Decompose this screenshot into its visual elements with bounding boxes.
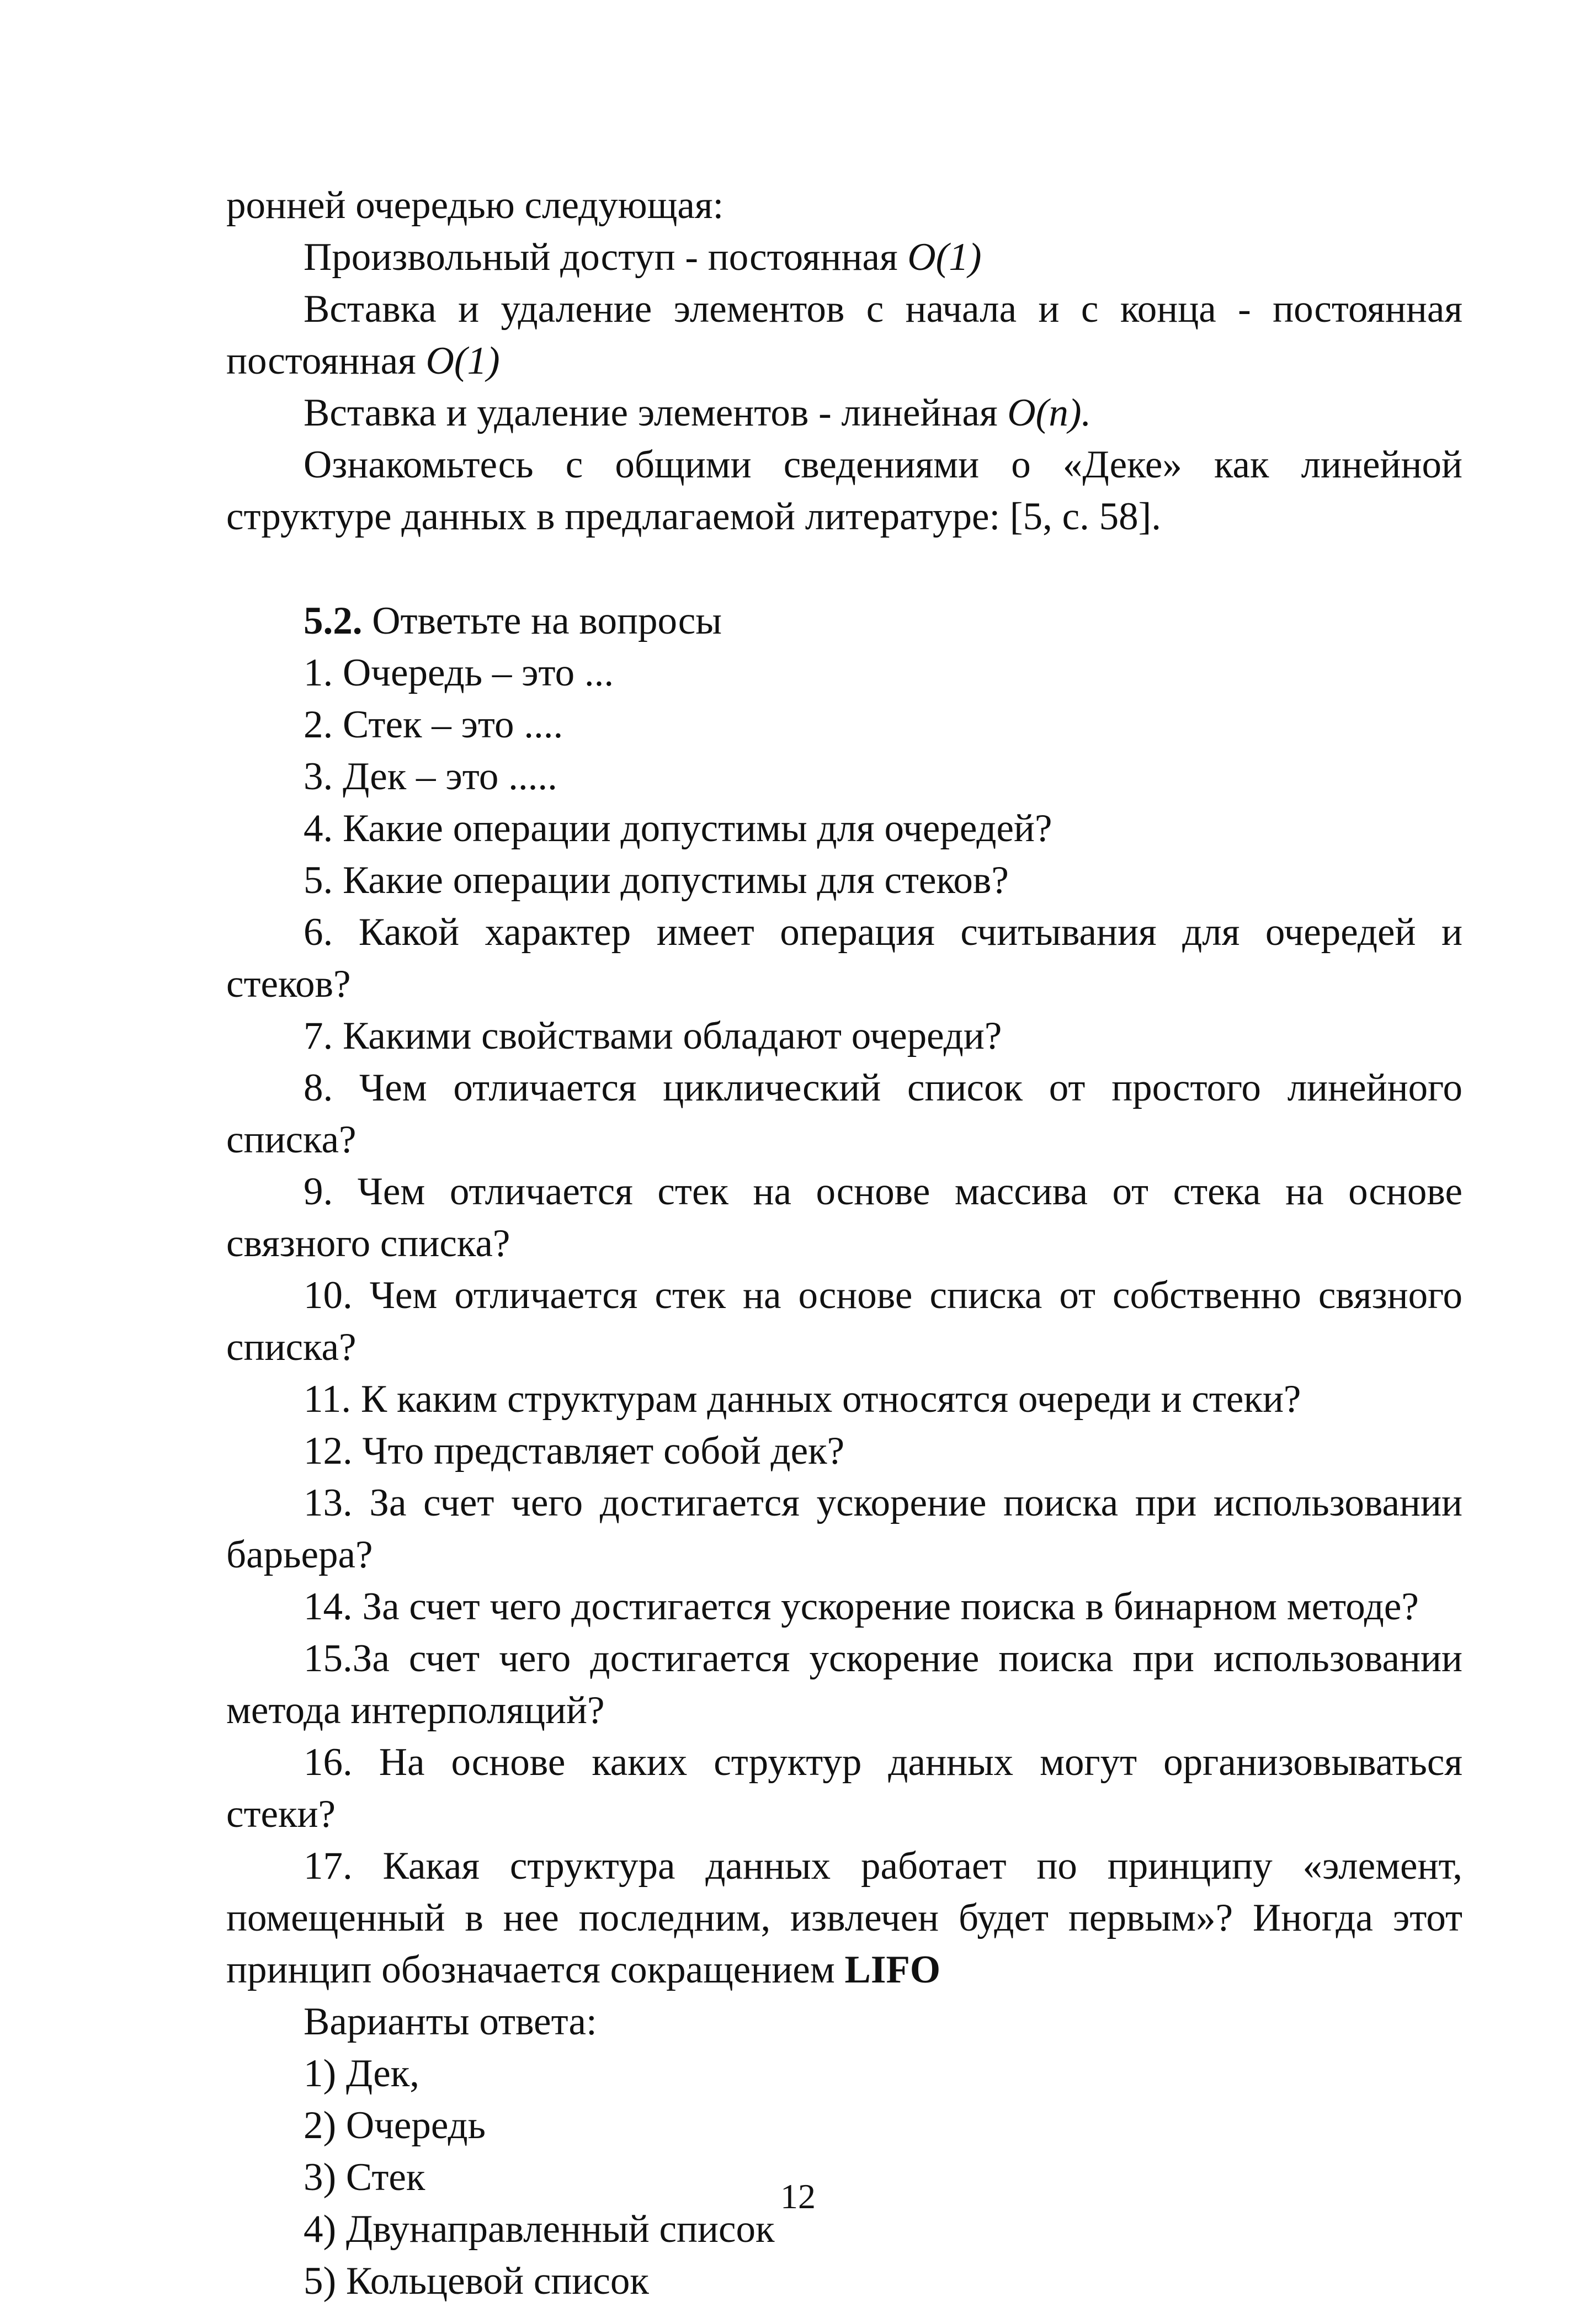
answer-option: 5) Кольцевой список xyxy=(304,2260,649,2303)
insert-delete-complexity xyxy=(226,387,1462,439)
insert-delete-text: Вставка и удаление элементов - линейная xyxy=(304,391,1008,434)
deque-literature-note: Ознакомьтесь с общими сведениями о «Деке» как линейной структуре данных в предлагаемой литературе: [5, с. 58]. xyxy=(226,443,1462,538)
question-item: 1. Очередь – это ... xyxy=(304,651,614,694)
answer-option: 3) Стек xyxy=(304,2156,425,2199)
question-item: 6. Какой характер имеет операция считывания для очередей и стеков? xyxy=(226,911,1462,1006)
answer-option: 4) Двунаправленный список xyxy=(304,2208,775,2251)
section-title: Ответьте на вопросы xyxy=(362,599,722,642)
end-insert-delete-complexity xyxy=(226,283,1462,387)
question-item: 15.За счет чего достигается ускорение поиска при использовании метода интерполяций? xyxy=(226,1637,1462,1732)
question-item: 16. На основе каких структур данных могут организовываться стеки? xyxy=(226,1741,1462,1836)
random-access-math: O(1) xyxy=(907,236,982,279)
page-number: 12 xyxy=(780,2177,816,2216)
end-insert-delete-math: O(1) xyxy=(425,339,500,382)
intro-continuation: ронней очередью следующая: xyxy=(226,184,724,227)
question-item: 9. Чем отличается стек на основе массива от стека на основе связного списка? xyxy=(226,1170,1462,1265)
question-17 xyxy=(226,1840,1462,1996)
question-item: 10. Чем отличается стек на основе списка от собственно связного списка? xyxy=(226,1274,1462,1369)
question-item: 2. Стек – это .... xyxy=(304,703,563,746)
question-item: 12. Что представляет собой дек? xyxy=(304,1429,845,1473)
document-page xyxy=(226,179,1462,2307)
question-item: 8. Чем отличается циклический список от простого линейного списка? xyxy=(226,1066,1462,1161)
answer-options-label: Варианты ответа: xyxy=(304,2000,597,2043)
question-item: 7. Какими свойствами обладают очереди? xyxy=(304,1014,1002,1057)
question-item: 3. Дек – это ..... xyxy=(304,755,557,798)
question-item: 14. За счет чего достигается ускорение поиска в бинарном методе? xyxy=(304,1585,1419,1628)
random-access-text: Произвольный доступ - постоянная xyxy=(304,236,908,279)
question-item: 11. К каким структурам данных относятся очереди и стеки? xyxy=(304,1378,1301,1421)
random-access-complexity xyxy=(226,231,1462,283)
section-spacing xyxy=(226,543,1462,595)
question-item: 13. За счет чего достигается ускорение поиска при использовании барьера? xyxy=(226,1481,1462,1576)
end-insert-delete-text: Вставка и удаление элементов с начала и с конца - постоянная постоянная xyxy=(226,288,1462,382)
section-heading xyxy=(226,595,1462,647)
question-17-text: 17. Какая структура данных работает по принципу «элемент, помещенный в нее последним, извлечен будет первым»? Иногда этот принцип обозначается сокращением xyxy=(226,1844,1462,1991)
answer-option: 2) Очередь xyxy=(304,2104,486,2147)
lifo-term: LIFO xyxy=(844,1948,941,1991)
insert-delete-math: O(n). xyxy=(1007,391,1092,434)
question-item: 5. Какие операции допустимы для стеков? xyxy=(304,859,1009,902)
answer-option: 1) Дек, xyxy=(304,2052,419,2095)
section-number: 5.2. xyxy=(304,599,363,642)
question-item: 4. Какие операции допустимы для очередей? xyxy=(304,807,1052,850)
